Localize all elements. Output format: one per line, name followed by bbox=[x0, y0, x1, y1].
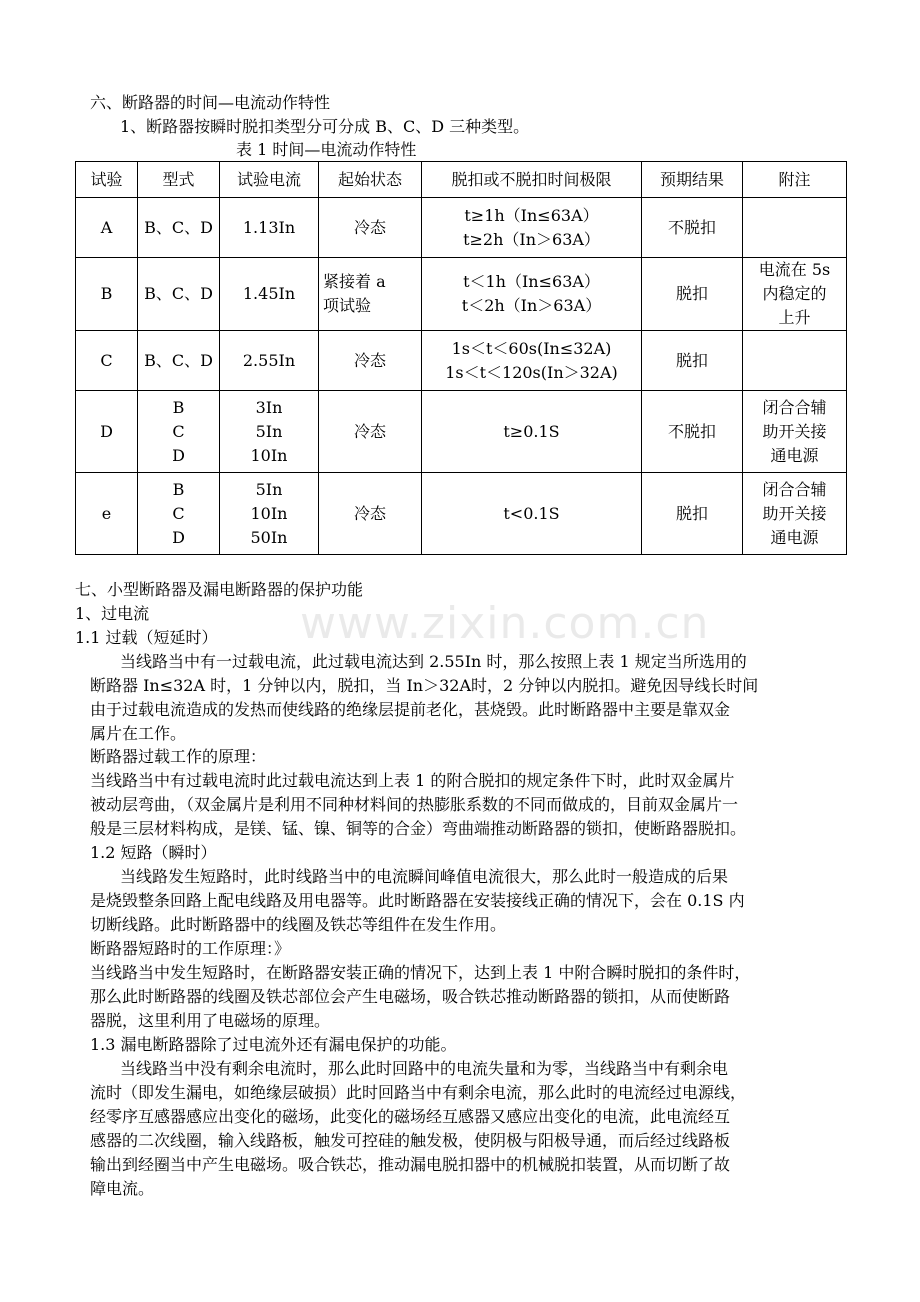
type-cell bbox=[138, 473, 220, 555]
header-cell: 试验 bbox=[76, 162, 138, 198]
time-current-table bbox=[75, 161, 847, 555]
limit-cell-line: t≥1h（In≤63A） bbox=[464, 205, 599, 225]
test-cell: e bbox=[76, 473, 138, 555]
header-cell: 起始状态 bbox=[319, 162, 422, 198]
table-header-row bbox=[76, 162, 847, 198]
start-cell-line: 冷态 bbox=[353, 503, 386, 523]
watermark: www.zixin.com.cn bbox=[300, 598, 710, 649]
paragraph-line: 那么此时断路器的线圈及铁芯部位会产生电磁场，吸合铁芯推动断路器的锁扣，从而使断路 bbox=[90, 987, 731, 1006]
start-cell-line: 冷态 bbox=[353, 421, 386, 441]
subsection-heading: 1.1 过载（短延时） bbox=[75, 628, 218, 647]
table-caption: 表 1 时间—电流动作特性 bbox=[236, 140, 417, 159]
note-cell bbox=[743, 258, 847, 331]
header-cell: 附注 bbox=[743, 162, 847, 198]
paragraph-line: 器脱，这里利用了电磁场的原理。 bbox=[90, 1011, 331, 1030]
note-cell bbox=[743, 331, 847, 391]
current-cell-line: 1.45In bbox=[242, 284, 296, 303]
paragraph-line: 流时（即发生漏电，如绝缘层破损）此时回路当中有剩余电流，那么此时的电流经过电源线， bbox=[90, 1083, 747, 1102]
header-cell: 预期结果 bbox=[642, 162, 743, 198]
limit-cell-line: 1s＜t＜60s(In≤32A) bbox=[451, 338, 612, 358]
limit-cell-line: t≥2h（In＞63A） bbox=[463, 229, 600, 249]
type-cell-line: B、C、D bbox=[144, 284, 213, 303]
type-cell-line: B、C、D bbox=[144, 350, 213, 370]
start-cell-line: 项试验 bbox=[323, 296, 372, 315]
table-body bbox=[76, 198, 847, 555]
paragraph-line: 由于过载电流造成的发热而使线路的绝缘层提前老化，甚烧毁。此时断路器中主要是靠双金 bbox=[90, 700, 731, 719]
subsection-heading: 1.3 漏电断路器除了过电流外还有漏电保护的功能。 bbox=[90, 1035, 457, 1054]
limit-cell-line: 1s＜t＜120s(In＞32A) bbox=[445, 362, 618, 382]
current-cell bbox=[220, 258, 319, 331]
current-cell-line: 5In bbox=[255, 421, 283, 441]
table-row bbox=[76, 391, 847, 473]
paragraph-title: 断路器过载工作的原理： bbox=[90, 747, 267, 766]
type-cell-line: B bbox=[172, 479, 185, 499]
paragraph-line: 断路器 In≤32A 时，1 分钟以内，脱扣，当 In＞32A时，2 分钟以内脱扣。避免因导线长时间 bbox=[90, 676, 759, 695]
table-row bbox=[76, 198, 847, 258]
result-cell: 脱扣 bbox=[642, 473, 743, 555]
note-cell-line: 闭合合辅 bbox=[762, 479, 827, 499]
limit-cell-line: t<0.1S bbox=[503, 503, 560, 523]
limit-cell-line: t＜1h（In≤63A） bbox=[463, 272, 600, 291]
note-cell-line: 通电源 bbox=[770, 445, 819, 465]
result-cell: 不脱扣 bbox=[642, 391, 743, 473]
paragraph-line: 感器的二次线圈，输入线路板，触发可控硅的触发极，使阴极与阳极导通，而后经过线路板 bbox=[90, 1131, 731, 1150]
note-cell bbox=[743, 391, 847, 473]
current-cell-line: 10In bbox=[250, 445, 288, 465]
start-cell bbox=[319, 473, 422, 555]
paragraph-line: 当线路发生短路时，此时线路当中的电流瞬间峰值电流很大，那么此时一般造成的后果 bbox=[120, 867, 729, 886]
current-cell-line: 10In bbox=[250, 503, 288, 523]
test-cell: C bbox=[76, 331, 138, 391]
paragraph-line: 输出到经圈当中产生电磁场。吸合铁芯，推动漏电脱扣器中的机械脱扣装置，从而切断了故 bbox=[90, 1155, 731, 1174]
limit-cell bbox=[422, 473, 642, 555]
note-cell bbox=[743, 198, 847, 258]
paragraph-line: 障电流。 bbox=[90, 1179, 155, 1198]
table-row bbox=[76, 473, 847, 555]
current-cell bbox=[220, 198, 319, 258]
test-cell: B bbox=[76, 258, 138, 331]
test-cell: A bbox=[76, 198, 138, 258]
note-cell-line: 上升 bbox=[778, 308, 811, 327]
note-cell-line: 电流在 5s bbox=[758, 260, 831, 279]
current-cell-line: 5In bbox=[255, 479, 283, 499]
paragraph-line: 当线路当中有一过载电流，此过载电流达到 2.55In 时，那么按照上表 1 规定当所选用的 bbox=[120, 652, 747, 671]
section6-subheading: 1、断路器按瞬时脱扣类型分可分成 B、C、D 三种类型。 bbox=[120, 117, 530, 136]
table-row bbox=[76, 331, 847, 391]
note-cell-line: 助开关接 bbox=[762, 503, 827, 523]
paragraph-line: 经零序互感器感应出变化的磁场，此变化的磁场经互感器又感应出变化的电流，此电流经互 bbox=[90, 1107, 731, 1126]
start-cell-line: 冷态 bbox=[353, 217, 386, 237]
current-cell-line: 3In bbox=[255, 397, 283, 417]
type-cell-line: B bbox=[172, 397, 185, 417]
paragraph-line: 被动层弯曲，（双金属片是利用不同种材料间的热膨胀系数的不同而做成的，目前双金属片一 bbox=[90, 795, 739, 814]
type-cell-line: C bbox=[172, 421, 185, 441]
current-cell bbox=[220, 331, 319, 391]
header-cell: 脱扣或不脱扣时间极限 bbox=[422, 162, 642, 198]
paragraph-title: 断路器短路时的工作原理：》 bbox=[90, 939, 291, 958]
current-cell-line: 1.13In bbox=[242, 217, 296, 237]
type-cell bbox=[138, 391, 220, 473]
result-cell: 不脱扣 bbox=[642, 198, 743, 258]
current-cell bbox=[220, 391, 319, 473]
current-cell-line: 50In bbox=[250, 527, 288, 547]
start-cell-line: 紧接着 a bbox=[323, 272, 386, 291]
limit-cell-line: t≥0.1S bbox=[503, 421, 560, 441]
test-cell: D bbox=[76, 391, 138, 473]
limit-cell bbox=[422, 391, 642, 473]
type-cell bbox=[138, 198, 220, 258]
section7-heading: 七、小型断路器及漏电断路器的保护功能 bbox=[75, 580, 364, 599]
type-cell-line: D bbox=[172, 527, 185, 547]
note-cell-line: 内稳定的 bbox=[762, 284, 827, 303]
paragraph-line: 当线路当中没有剩余电流时，那么此时回路中的电流失量和为零，当线路当中有剩余电 bbox=[120, 1059, 729, 1078]
limit-cell bbox=[422, 331, 642, 391]
paragraph-line: 般是三层材料构成，是镁、锰、镍、铜等的合金）弯曲端推动断路器的锁扣，使断路器脱扣。 bbox=[90, 819, 747, 838]
start-cell-line: 冷态 bbox=[353, 350, 386, 370]
note-cell-line: 通电源 bbox=[770, 527, 819, 547]
paragraph-line: 切断线路。此时断路器中的线圈及铁芯等组件在发生作用。 bbox=[90, 915, 507, 934]
type-cell bbox=[138, 258, 220, 331]
type-cell-line: B、C、D bbox=[144, 217, 213, 237]
current-cell bbox=[220, 473, 319, 555]
table-row bbox=[76, 258, 847, 331]
note-cell-line: 闭合合辅 bbox=[762, 397, 827, 417]
subsection-heading: 1、过电流 bbox=[75, 604, 150, 623]
limit-cell bbox=[422, 258, 642, 331]
paragraph-line: 当线路当中有过载电流时此过载电流达到上表 1 的附合脱扣的规定条件下时，此时双金属片 bbox=[90, 771, 735, 790]
header-cell: 试验电流 bbox=[220, 162, 319, 198]
header-cell: 型式 bbox=[138, 162, 220, 198]
start-cell bbox=[319, 331, 422, 391]
paragraph-line: 当线路当中发生短路时，在断路器安装正确的情况下，达到上表 1 中附合瞬时脱扣的条件时， bbox=[90, 963, 751, 982]
type-cell bbox=[138, 331, 220, 391]
result-cell: 脱扣 bbox=[642, 258, 743, 331]
limit-cell bbox=[422, 198, 642, 258]
section6-heading: 六、断路器的时间—电流动作特性 bbox=[90, 93, 331, 112]
limit-cell-line: t＜2h（In＞63A） bbox=[461, 296, 602, 315]
type-cell-line: C bbox=[172, 503, 185, 523]
paragraph-line: 是烧毁整条回路上配电线路及用电器等。此时断路器在安装接线正确的情况下，会在 0.1S 内 bbox=[90, 891, 745, 910]
start-cell bbox=[319, 258, 422, 331]
result-cell: 脱扣 bbox=[642, 331, 743, 391]
subsection-heading: 1.2 短路（瞬时） bbox=[90, 843, 217, 862]
start-cell bbox=[319, 391, 422, 473]
paragraph-line: 属片在工作。 bbox=[90, 724, 187, 743]
type-cell-line: D bbox=[172, 445, 185, 465]
start-cell bbox=[319, 198, 422, 258]
note-cell-line: 助开关接 bbox=[762, 421, 827, 441]
note-cell bbox=[743, 473, 847, 555]
current-cell-line: 2.55In bbox=[242, 350, 296, 370]
